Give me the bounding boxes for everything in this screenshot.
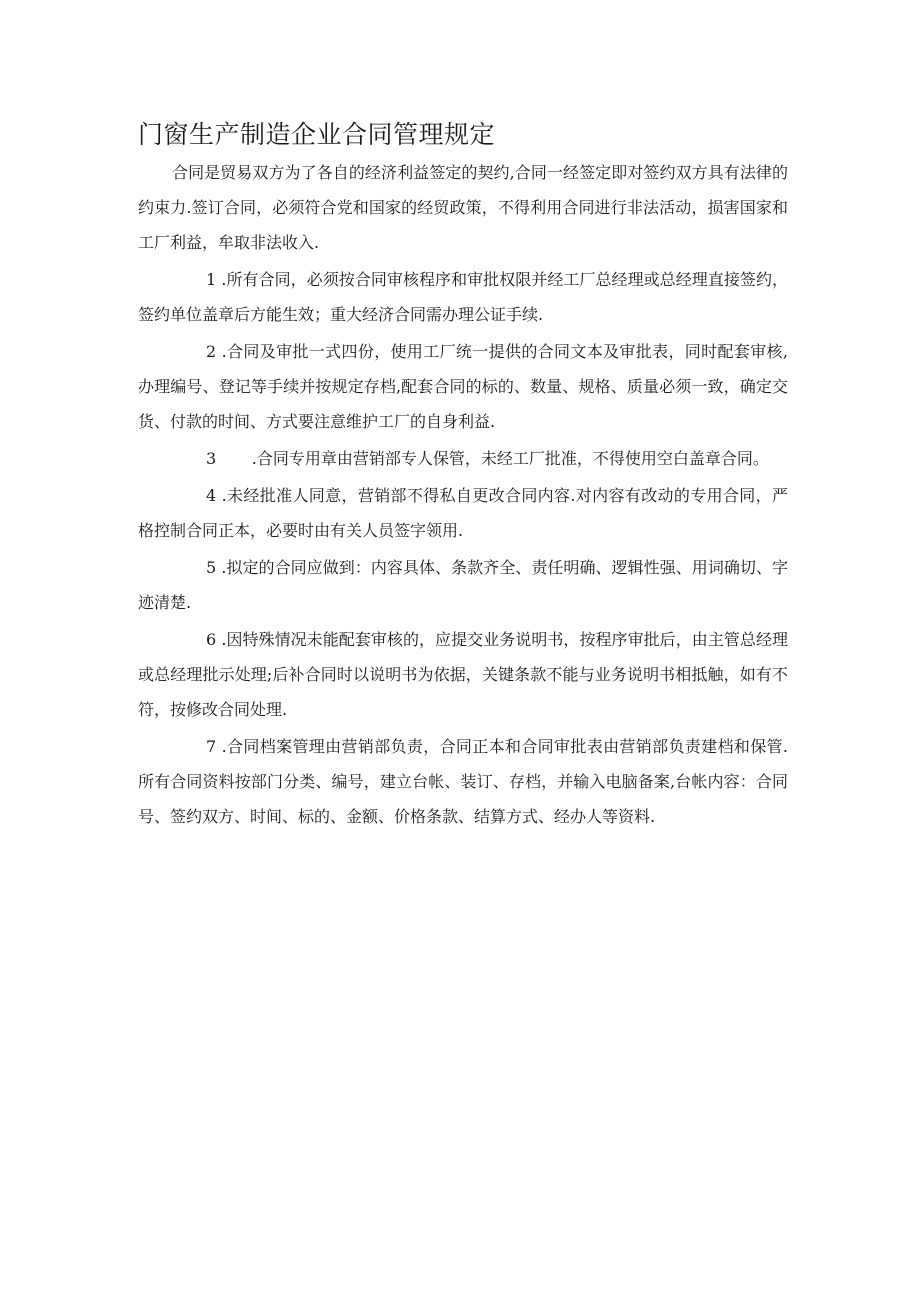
clause-number: 1 xyxy=(206,270,217,289)
clause-1 xyxy=(138,262,788,332)
clause-text: .合同档案管理由营销部负责，合同正本和合同审批表由营销部负责建档和保管.所有合同资料按部门分类、编号，建立台帐、装订、存档，并输入电脑备案,台帐内容：合同号、签约双方、时间、标的、金额、价格条款、结算方式、经办人等资料. xyxy=(138,737,788,826)
document-page xyxy=(138,118,788,834)
clause-text: .合同专用章由营销部专人保管，未经工厂批准，不得使用空白盖章合同。 xyxy=(251,449,769,468)
clause-text: .合同及审批一式四份，使用工厂统一提供的合同文本及审批表，同时配套审核,办理编号、登记等手续并按规定存档,配套合同的标的、数量、规格、质量必须一致，确定交货、付款的时间、方式要注意维护工厂的自身利益. xyxy=(138,342,788,431)
clause-3 xyxy=(138,441,788,476)
document-title: 门窗生产制造企业合同管理规定 xyxy=(138,120,496,149)
clause-2 xyxy=(138,334,788,439)
intro-paragraph: 合同是贸易双方为了各自的经济利益签定的契约,合同一经签定即对签约双方具有法律的约束力.签订合同，必须符合党和国家的经贸政策，不得利用合同进行非法活动，损害国家和工厂利益，牟取非法收入. xyxy=(138,163,788,252)
clause-6 xyxy=(138,622,788,727)
clause-4 xyxy=(138,478,788,548)
clause-5 xyxy=(138,550,788,620)
clause-number: 7 xyxy=(206,737,217,756)
clause-number: 3 xyxy=(206,449,217,468)
clause-7 xyxy=(138,729,788,834)
clause-number: 4 xyxy=(206,486,217,505)
clause-text: .因特殊情况未能配套审核的，应提交业务说明书，按程序审批后，由主管总经理或总经理批示处理;后补合同时以说明书为依据，关键条款不能与业务说明书相抵触，如有不符，按修改合同处理. xyxy=(138,630,788,719)
clause-number: 2 xyxy=(206,342,217,361)
clause-number: 5 xyxy=(206,558,217,577)
clause-text: .未经批准人同意，营销部不得私自更改合同内容.对内容有改动的专用合同，严格控制合同正本，必要时由有关人员签字领用. xyxy=(138,486,788,540)
clause-text: .所有合同，必须按合同审核程序和审批权限并经工厂总经理或总经理直接签约，签约单位盖章后方能生效；重大经济合同需办理公证手续. xyxy=(138,270,788,324)
clause-number: 6 xyxy=(206,630,217,649)
clause-text: .拟定的合同应做到：内容具体、条款齐全、责任明确、逻辑性强、用词确切、字迹清楚. xyxy=(138,558,788,612)
